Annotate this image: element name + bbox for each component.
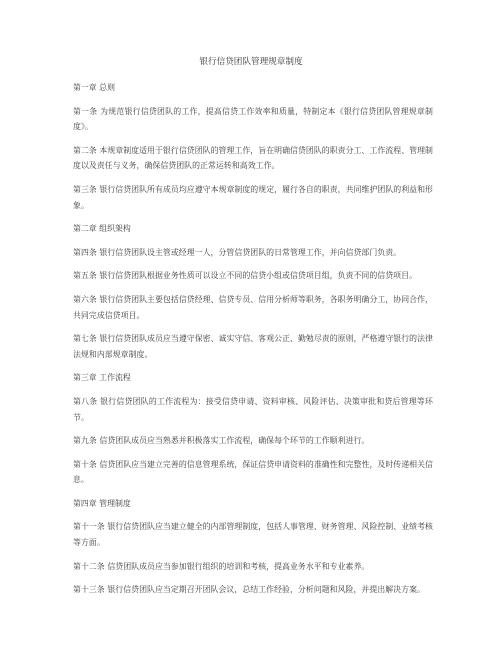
article-paragraph: 第九条 信贷团队成员应当熟悉并积极落实工作流程，确保每个环节的工作顺利进行。 (73, 436, 370, 446)
article-paragraph: 第十一条 银行信贷团队应当建立健全的内部管理制度，包括人事管理、财务管理、风险控制、业绩考核等方面。 (73, 522, 433, 548)
article-paragraph: 第十二条 信贷团队成员应当参加银行组织的培训和考核，提高业务水平和专业素养。 (73, 561, 370, 571)
article-paragraph: 第四条 银行信贷团队设主管或经理一人，分管信贷团队的日常管理工作，并向信贷部门负责。 (73, 247, 402, 257)
article-paragraph: 第七条 银行信贷团队成员应当遵守保密、诚实守信、客观公正、勤勉尽责的原则，严格遵守银行的法律法规和内部规章制度。 (73, 334, 433, 359)
document-body (73, 80, 433, 606)
article-paragraph: 第十三条 银行信贷团队应当定期召开团队会议，总结工作经验，分析问题和风险，并提出解决方案。 (73, 585, 425, 595)
article-paragraph: 第八条 银行信贷团队的工作流程为：接受信贷申请、资料审核、风险评估、决策审批和贷后管理等环节。 (73, 396, 433, 422)
article-paragraph: 第三条 银行信贷团队所有成员均应遵守本规章制度的规定，履行各自的职责，共同维护团队的利益和形象。 (73, 184, 433, 210)
article-paragraph: 第二条 本规章制度适用于银行信贷团队的管理工作，旨在明确信贷团队的职责分工、工作流程、管理制度以及责任与义务，确保信贷团队的正常运转和高效工作。 (73, 145, 433, 171)
chapter-heading: 第三章 工作流程 (73, 373, 131, 383)
chapter-heading: 第二章 组织架构 (73, 224, 131, 234)
document-title: 银行信贷团队管理规章制度 (199, 57, 303, 67)
article-paragraph: 第五条 银行信贷团队根据业务性质可以设立不同的信贷小组或信贷项目组，负责不同的信贷项目。 (73, 271, 418, 281)
article-paragraph: 第六条 银行信贷团队主要包括信贷经理、信贷专员、信用分析师等职务，各职务明确分工，协同合作，共同完成信贷项目。 (73, 294, 433, 320)
chapter-heading: 第四章 管理制度 (73, 498, 131, 508)
chapter-heading: 第一章 总则 (73, 83, 115, 92)
article-paragraph: 第十条 信贷团队应当建立完善的信息管理系统，保证信贷申请资料的准确性和完整性，及时传递相关信息。 (73, 459, 433, 485)
article-paragraph: 第一条 为规范银行信贷团队的工作，提高信贷工作效率和质量，特制定本《银行信贷团队管理规章制度》。 (73, 106, 433, 132)
